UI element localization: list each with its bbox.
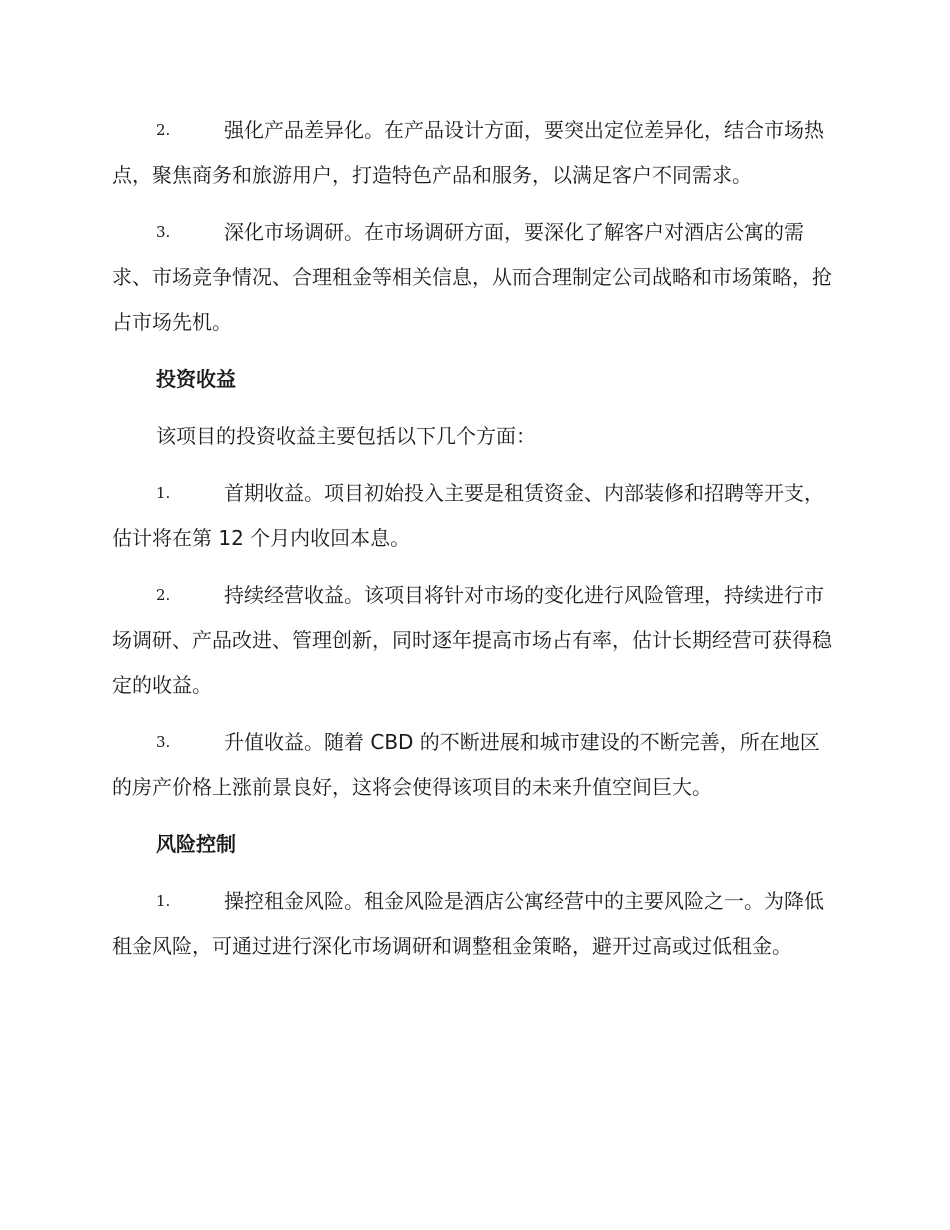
list-item bbox=[112, 210, 832, 345]
list-item-number: 3. bbox=[156, 733, 171, 751]
section-heading-risk: 风险控制 bbox=[156, 832, 236, 856]
list-item-text: 持续经营收益。该项目将针对市场的变化进行风险管理，持续进行市场调研、产品改进、管理创新，同时逐年提高市场占有率，估计长期经营可获得稳定的收益。 bbox=[112, 583, 832, 697]
list-item bbox=[112, 108, 832, 198]
list-item-text: 操控租金风险。租金风险是酒店公寓经营中的主要风险之一。为降低租金风险，可通过进行深化市场调研和调整租金策略，避开过高或过低租金。 bbox=[112, 889, 824, 958]
investment-intro: 该项目的投资收益主要包括以下几个方面： bbox=[156, 424, 536, 448]
list-item-number: 3. bbox=[156, 223, 171, 241]
list-item bbox=[112, 471, 832, 561]
list-item-number: 1. bbox=[156, 484, 171, 502]
list-item-text: 强化产品差异化。在产品设计方面，要突出定位差异化，结合市场热点，聚焦商务和旅游用户，打造特色产品和服务，以满足客户不同需求。 bbox=[112, 118, 824, 187]
list-item-text: 深化市场调研。在市场调研方面，要深化了解客户对酒店公寓的需求、市场竞争情况、合理租金等相关信息，从而合理制定公司战略和市场策略，抢占市场先机。 bbox=[112, 220, 832, 334]
list-item-number: 2. bbox=[156, 121, 171, 139]
section-heading-investment: 投资收益 bbox=[156, 367, 236, 391]
list-item-number: 2. bbox=[156, 586, 171, 604]
list-item bbox=[112, 573, 832, 708]
list-item-number: 1. bbox=[156, 892, 171, 910]
list-item bbox=[112, 879, 832, 969]
list-item bbox=[112, 720, 832, 810]
list-item-text: 首期收益。项目初始投入主要是租赁资金、内部装修和招聘等开支，估计将在第 12 个月内收回本息。 bbox=[112, 481, 824, 550]
list-item-text: 升值收益。随着 CBD 的不断进展和城市建设的不断完善，所在地区的房产价格上涨前景良好，这将会使得该项目的未来升值空间巨大。 bbox=[112, 730, 820, 799]
